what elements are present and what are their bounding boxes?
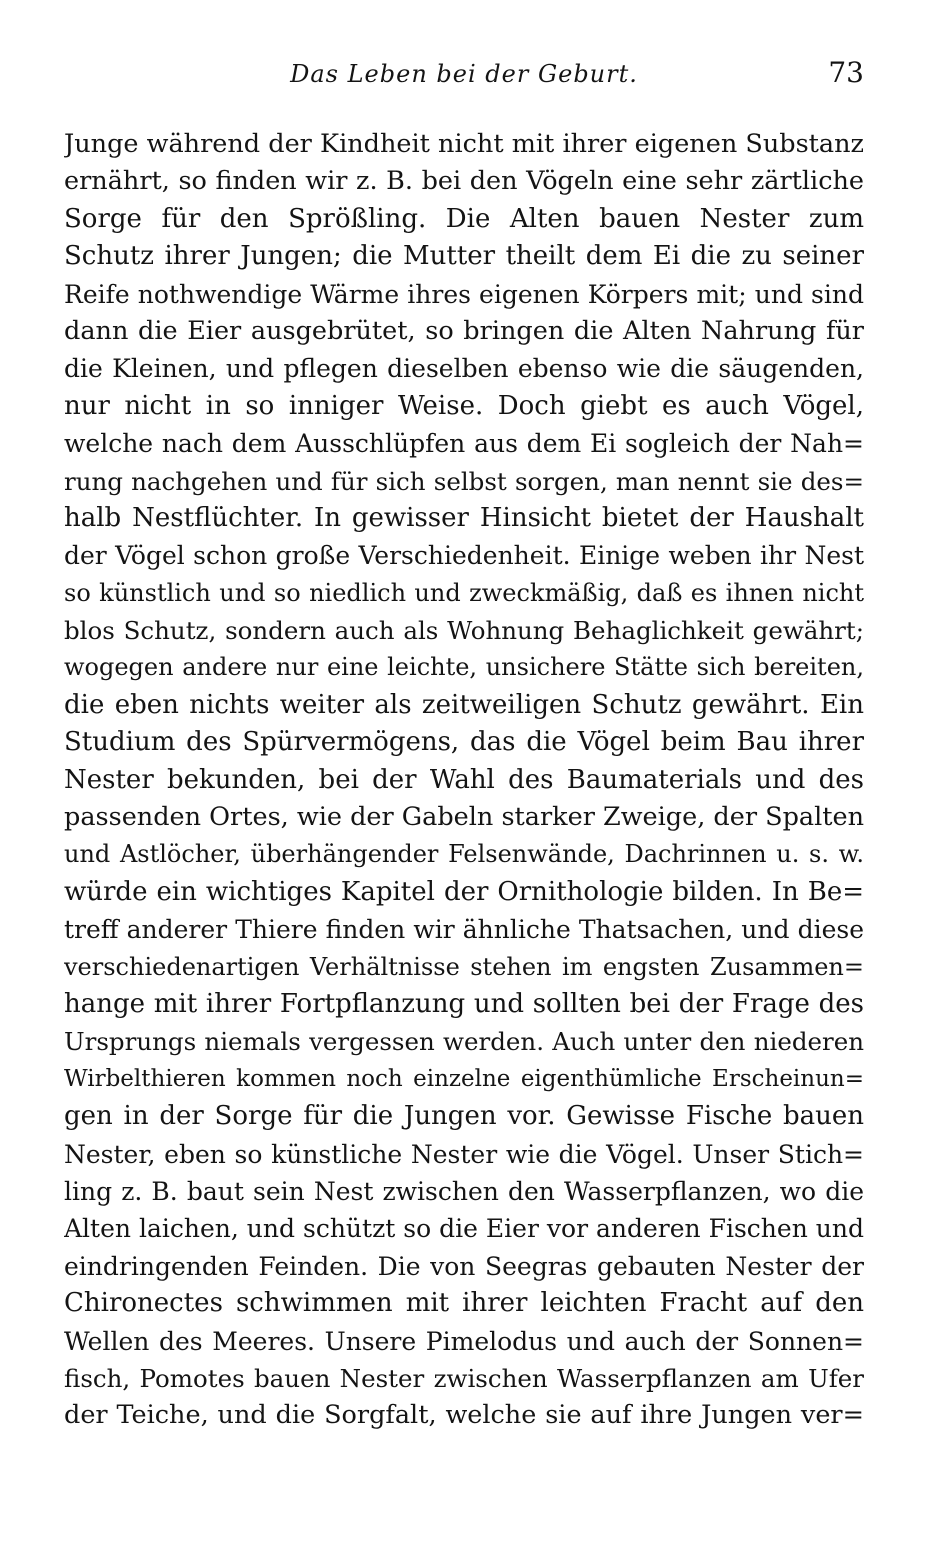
- text-line: so künstlich und so niedlich und zweckmäßig, daß es ihnen nicht: [64, 578, 864, 607]
- text-line: der Teiche, und die Sorgfalt, welche sie auf ihre Jungen ver=: [64, 1400, 864, 1431]
- text-line: Chironectes schwimmen mit ihrer leichten Fracht auf den: [64, 1288, 864, 1319]
- text-line: Nester bekunden, bei der Wahl des Baumaterials und des: [64, 764, 864, 795]
- text-line: gen in der Sorge für die Jungen vor. Gewisse Fische bauen: [64, 1101, 864, 1132]
- text-line: dann die Eier ausgebrütet, so bringen die Alten Nahrung für: [64, 315, 864, 346]
- text-line: halb Nestflüchter. In gewisser Hinsicht bietet der Haushalt: [64, 502, 864, 533]
- text-line: blos Schutz, sondern auch als Wohnung Behaglichkeit gewährt;: [64, 616, 864, 646]
- body-text: [64, 126, 864, 1435]
- page-header: [64, 56, 864, 96]
- text-line: Sorge für den Sprößling. Die Alten bauen Nester zum: [64, 203, 864, 234]
- text-line: nur nicht in so inniger Weise. Doch giebt es auch Vögel,: [64, 390, 864, 421]
- text-line: verschiedenartigen Verhältnisse stehen im engsten Zusammen=: [64, 952, 864, 981]
- text-line: die eben nichts weiter als zeitweiligen Schutz gewährt. Ein: [64, 689, 864, 720]
- text-line: fisch, Pomotes bauen Nester zwischen Wasserpflanzen am Ufer: [64, 1363, 864, 1393]
- text-line: Junge während der Kindheit nicht mit ihrer eigenen Substanz: [64, 129, 864, 159]
- text-line: wogegen andere nur eine leichte, unsichere Stätte sich bereiten,: [64, 653, 864, 682]
- text-line: passenden Ortes, wie der Gabeln starker Zweige, der Spalten: [64, 802, 864, 833]
- text-line: eindringenden Feinden. Die von Seegras gebauten Nester der: [64, 1251, 864, 1281]
- text-line: Alten laichen, und schützt so die Eier vor anderen Fischen und: [64, 1214, 864, 1244]
- text-line: rung nachgehen und für sich selbst sorgen, man nennt sie des=: [64, 466, 864, 496]
- text-line: hange mit ihrer Fortpflanzung und sollten bei der Frage des: [64, 988, 864, 1019]
- page-number: 73: [828, 56, 864, 89]
- text-line: würde ein wichtiges Kapitel der Ornithologie bilden. In Be=: [64, 876, 864, 907]
- text-line: Ursprungs niemals vergessen werden. Auch unter den niederen: [64, 1027, 864, 1057]
- text-line: ernährt, so finden wir z. B. bei den Vögeln eine sehr zärtliche: [64, 166, 864, 197]
- text-line: Wirbelthieren kommen noch einzelne eigenthümliche Erscheinun=: [64, 1065, 864, 1092]
- text-line: Schutz ihrer Jungen; die Mutter theilt dem Ei die zu seiner: [64, 241, 864, 272]
- text-line: die Kleinen, und pflegen dieselben ebenso wie die säugenden,: [64, 354, 864, 384]
- text-line: und Astlöcher, überhängender Felsenwände, Dachrinnen u. s. w.: [64, 840, 864, 869]
- text-line: treff anderer Thiere finden wir ähnliche Thatsachen, und diese: [64, 915, 864, 945]
- text-line: welche nach dem Ausschlüpfen aus dem Ei sogleich der Nah=: [64, 429, 864, 459]
- text-line: ling z. B. baut sein Nest zwischen den Wasserpflanzen, wo die: [64, 1176, 864, 1206]
- text-line: Nester, eben so künstliche Nester wie die Vögel. Unser Stich=: [64, 1139, 864, 1169]
- text-line: Wellen des Meeres. Unsere Pimelodus und auch der Sonnen=: [64, 1326, 864, 1356]
- text-line: der Vögel schon große Verschiedenheit. Einige weben ihr Nest: [64, 541, 864, 571]
- text-line: Studium des Spürvermögens, das die Vögel beim Bau ihrer: [64, 727, 864, 758]
- running-title: Das Leben bei der Geburt.: [290, 60, 638, 88]
- text-line: Reife nothwendige Wärme ihres eigenen Körpers mit; und sind: [64, 279, 864, 309]
